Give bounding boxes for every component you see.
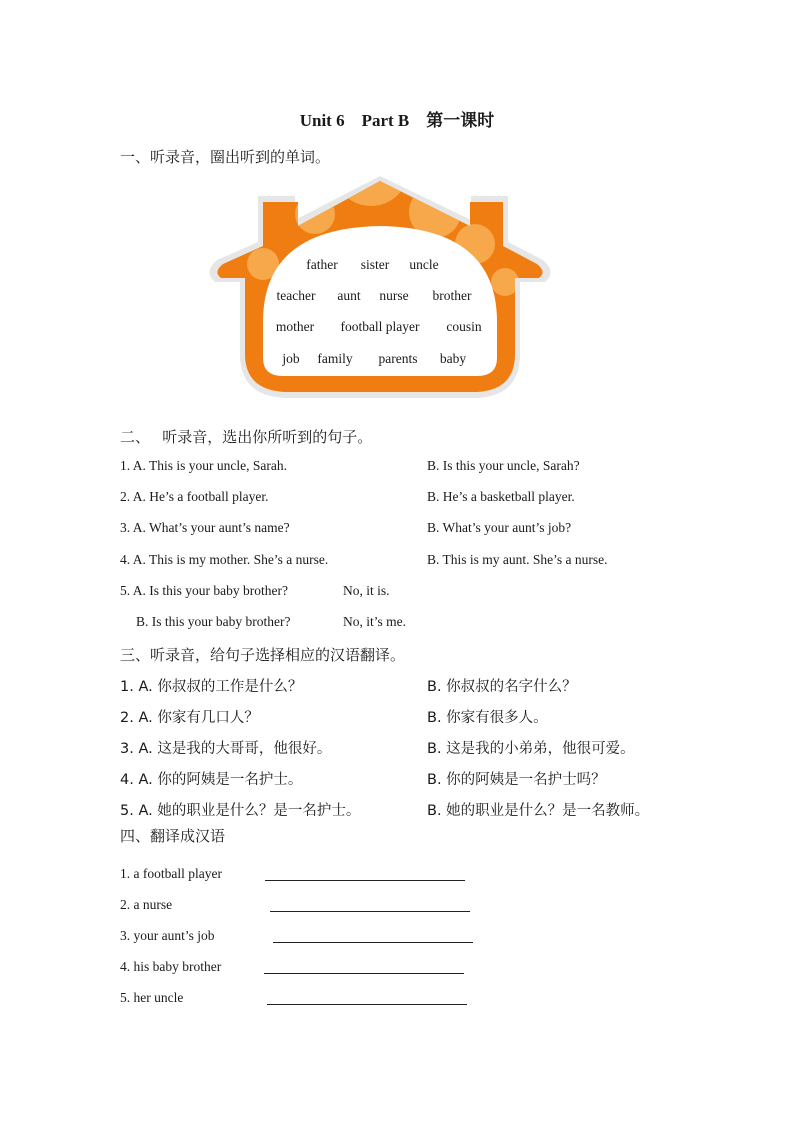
s2-item-5-option-b-question[interactable]: B. Is this your baby brother? — [136, 614, 291, 629]
word-mother[interactable]: mother — [275, 319, 315, 334]
s3-item-2-option-a[interactable]: 2. A. 你家有几口人？ — [120, 710, 259, 726]
s2-item-4-option-b[interactable]: B. This is my aunt. She’s a nurse. — [427, 552, 608, 567]
section-2-heading: 二、 听录音，选出你所听到的句子。 — [120, 428, 373, 446]
section-4-heading: 四、翻译成汉语 — [120, 827, 226, 845]
word-sister[interactable]: sister — [360, 257, 390, 272]
word-cousin[interactable]: cousin — [446, 319, 482, 334]
word-nurse[interactable]: nurse — [379, 288, 409, 303]
s4-item-4-answer-line[interactable] — [264, 973, 464, 974]
s3-item-5-option-a[interactable]: 5. A. 她的职业是什么？是一名护士。 — [120, 803, 361, 819]
s3-item-2-option-b[interactable]: B. 你家有很多人。 — [427, 710, 548, 726]
s4-item-4-prompt: 4. his baby brother — [120, 959, 222, 974]
s4-item-3-answer-line[interactable] — [273, 942, 473, 943]
s2-item-3-option-b[interactable]: B. What’s your aunt’s job? — [427, 520, 572, 535]
s3-item-4-option-a[interactable]: 4. A. 你的阿姨是一名护士。 — [120, 772, 303, 788]
section-1-heading: 一、听录音，圈出听到的单词。 — [120, 148, 331, 166]
word-teacher[interactable]: teacher — [276, 288, 316, 303]
s2-item-4-option-a[interactable]: 4. A. This is my mother. She’s a nurse. — [120, 552, 329, 567]
s3-item-4-option-b[interactable]: B. 你的阿姨是一名护士吗？ — [427, 772, 606, 788]
section-3-heading: 三、听录音，给句子选择相应的汉语翻译。 — [120, 646, 406, 664]
s4-item-1-prompt: 1. a football player — [120, 866, 222, 881]
word-father[interactable]: father — [306, 257, 338, 272]
word-parents[interactable]: parents — [378, 351, 418, 366]
s2-item-2-option-b[interactable]: B. He’s a basketball player. — [427, 489, 575, 504]
s4-item-3-prompt: 3. your aunt’s job — [120, 928, 215, 943]
page-title: Unit 6 Part B 第一课时 — [299, 111, 495, 130]
s2-item-1-option-a[interactable]: 1. A. This is your uncle, Sarah. — [120, 458, 287, 473]
s2-item-5-option-b-answer: No, it’s me. — [343, 614, 406, 629]
s4-item-5-answer-line[interactable] — [267, 1004, 467, 1005]
s2-item-3-option-a[interactable]: 3. A. What’s your aunt’s name? — [120, 520, 290, 535]
word-aunt[interactable]: aunt — [337, 288, 361, 303]
s2-item-5-option-a-answer: No, it is. — [343, 583, 390, 598]
s4-item-2-prompt: 2. a nurse — [120, 897, 173, 912]
s3-item-3-option-b[interactable]: B. 这是我的小弟弟，他很可爱。 — [427, 741, 635, 757]
word-baby[interactable]: baby — [439, 351, 467, 366]
s2-item-5-option-a-question[interactable]: 5. A. Is this your baby brother? — [120, 583, 288, 598]
word-family[interactable]: family — [317, 351, 353, 366]
s2-item-2-option-a[interactable]: 2. A. He’s a football player. — [120, 489, 269, 504]
s4-item-1-answer-line[interactable] — [265, 880, 465, 881]
s4-item-5-prompt: 5. her uncle — [120, 990, 184, 1005]
word-brother[interactable]: brother — [432, 288, 472, 303]
word-football-player[interactable]: football player — [340, 319, 420, 334]
word-job[interactable]: job — [282, 351, 300, 366]
s3-item-5-option-b[interactable]: B. 她的职业是什么？是一名教师。 — [427, 803, 650, 819]
word-uncle[interactable]: uncle — [409, 257, 439, 272]
s3-item-1-option-a[interactable]: 1. A. 你叔叔的工作是什么？ — [120, 679, 303, 695]
s2-item-1-option-b[interactable]: B. Is this your uncle, Sarah? — [427, 458, 580, 473]
s4-item-2-answer-line[interactable] — [270, 911, 470, 912]
s3-item-1-option-b[interactable]: B. 你叔叔的名字什么？ — [427, 679, 577, 695]
s3-item-3-option-a[interactable]: 3. A. 这是我的大哥哥，他很好。 — [120, 741, 332, 757]
